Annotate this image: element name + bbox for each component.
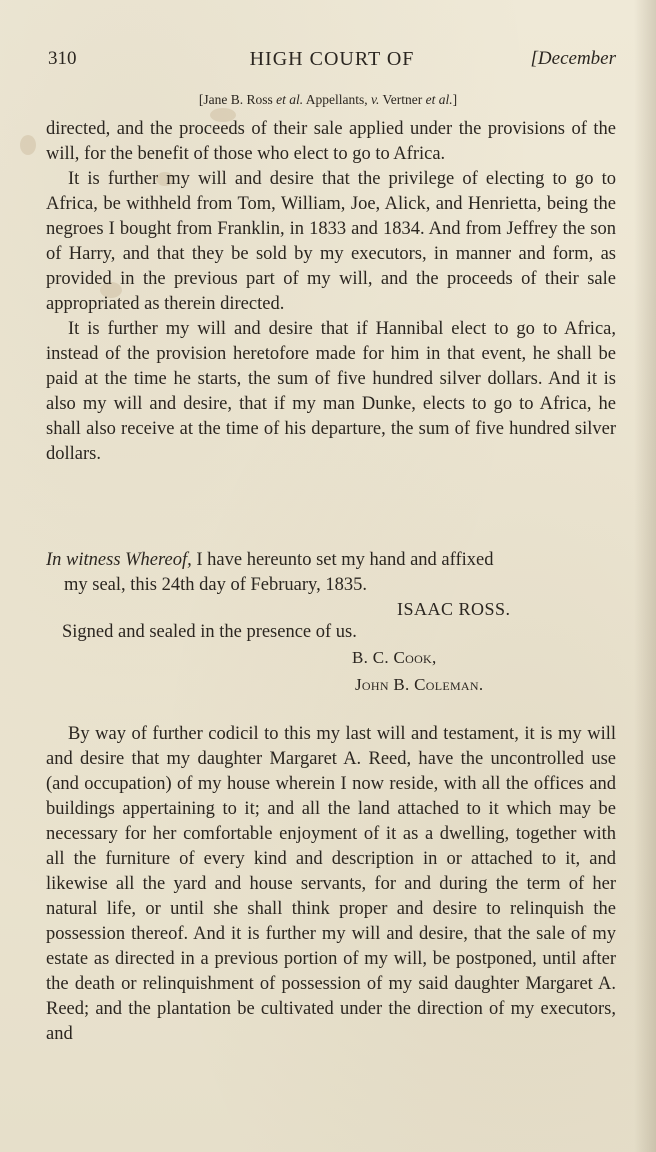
witness-line (46, 548, 616, 573)
paragraph: By way of further codicil to this my last will and testament, it is my will and desire that my daughter Margaret A. Reed, have the uncontrolled use (and occupation) of my house wherein I now reside, with all the offices and buildings appertaining to it; and all the land attached to it which may be necessary for her comfortable enjoyment of it as a dwelling, together with all the furniture of every kind and description in or attached to it, and likewise all the yard and house servants, for and during the term of her natural life, or until she shall think proper and desire to relinquish the possession thereof. And it is further my will and desire, that the sale of my estate as directed in a previous portion of my will, be postponed, until after the death or relinquishment of possession of my said daughter Margaret A. Reed; and the plantation be cultivated under the direction of my executors, and (46, 724, 616, 1044)
will-text (46, 117, 616, 467)
witness-clause (46, 548, 616, 598)
attestation-line: Signed and sealed in the presence of us. (62, 622, 357, 642)
caption-text: [Jane B. Ross (198, 92, 277, 107)
witness-line: my seal, this 24th day of February, 1835. (64, 575, 367, 595)
paragraph: directed, and the proceeds of their sale applied under the provisions of the will, for the benefit of those who elect to go to Africa. (46, 119, 616, 164)
case-caption (0, 92, 656, 108)
witness-name: B. C. Cook, (352, 648, 437, 667)
witness-italic: In witness Whereof, (46, 550, 192, 570)
paragraph: It is further my will and desire that if Hannibal elect to go to Africa, instead of the provision heretofore made for him in that event, he shall be paid at the time he starts, the sum of five hundred silver dollars. And it is also my will and desire, that if my man Dunke, elects to go to Africa, he shall also receive at the time of his departure, the sum of five hundred silver dollars. (46, 319, 616, 464)
running-head (48, 46, 616, 74)
caption-text: Appellants, (303, 92, 371, 107)
codicil-text (46, 722, 616, 1047)
page-edge-shadow (634, 0, 656, 1152)
paper-stain (20, 135, 36, 155)
page-number: 310 (48, 48, 77, 69)
caption-text: ] (452, 92, 458, 107)
signer-name: ISAAC ROSS. (397, 599, 511, 619)
running-head-month: [December (530, 48, 616, 69)
caption-text: Vertner (379, 92, 426, 107)
caption-italic: et al. (425, 92, 453, 107)
witness-name: John B. Coleman. (355, 675, 484, 694)
caption-italic: et al. (276, 92, 304, 107)
court-title: HIGH COURT OF (249, 48, 415, 70)
caption-italic: v. (371, 92, 380, 107)
witness-text: I have hereunto set my hand and affixed (191, 550, 494, 570)
paragraph: It is further my will and desire that the privilege of electing to go to Africa, be withheld from Tom, William, Joe, Alick, and Henrietta, being the negroes I bought from Franklin, in 1833 and 1834. And from Jeffrey the son of Harry, and that they be sold by my executors, in manner and form, as provided in the previous part of my will, and the proceeds of their sale appropriated as therein directed. (46, 169, 616, 314)
